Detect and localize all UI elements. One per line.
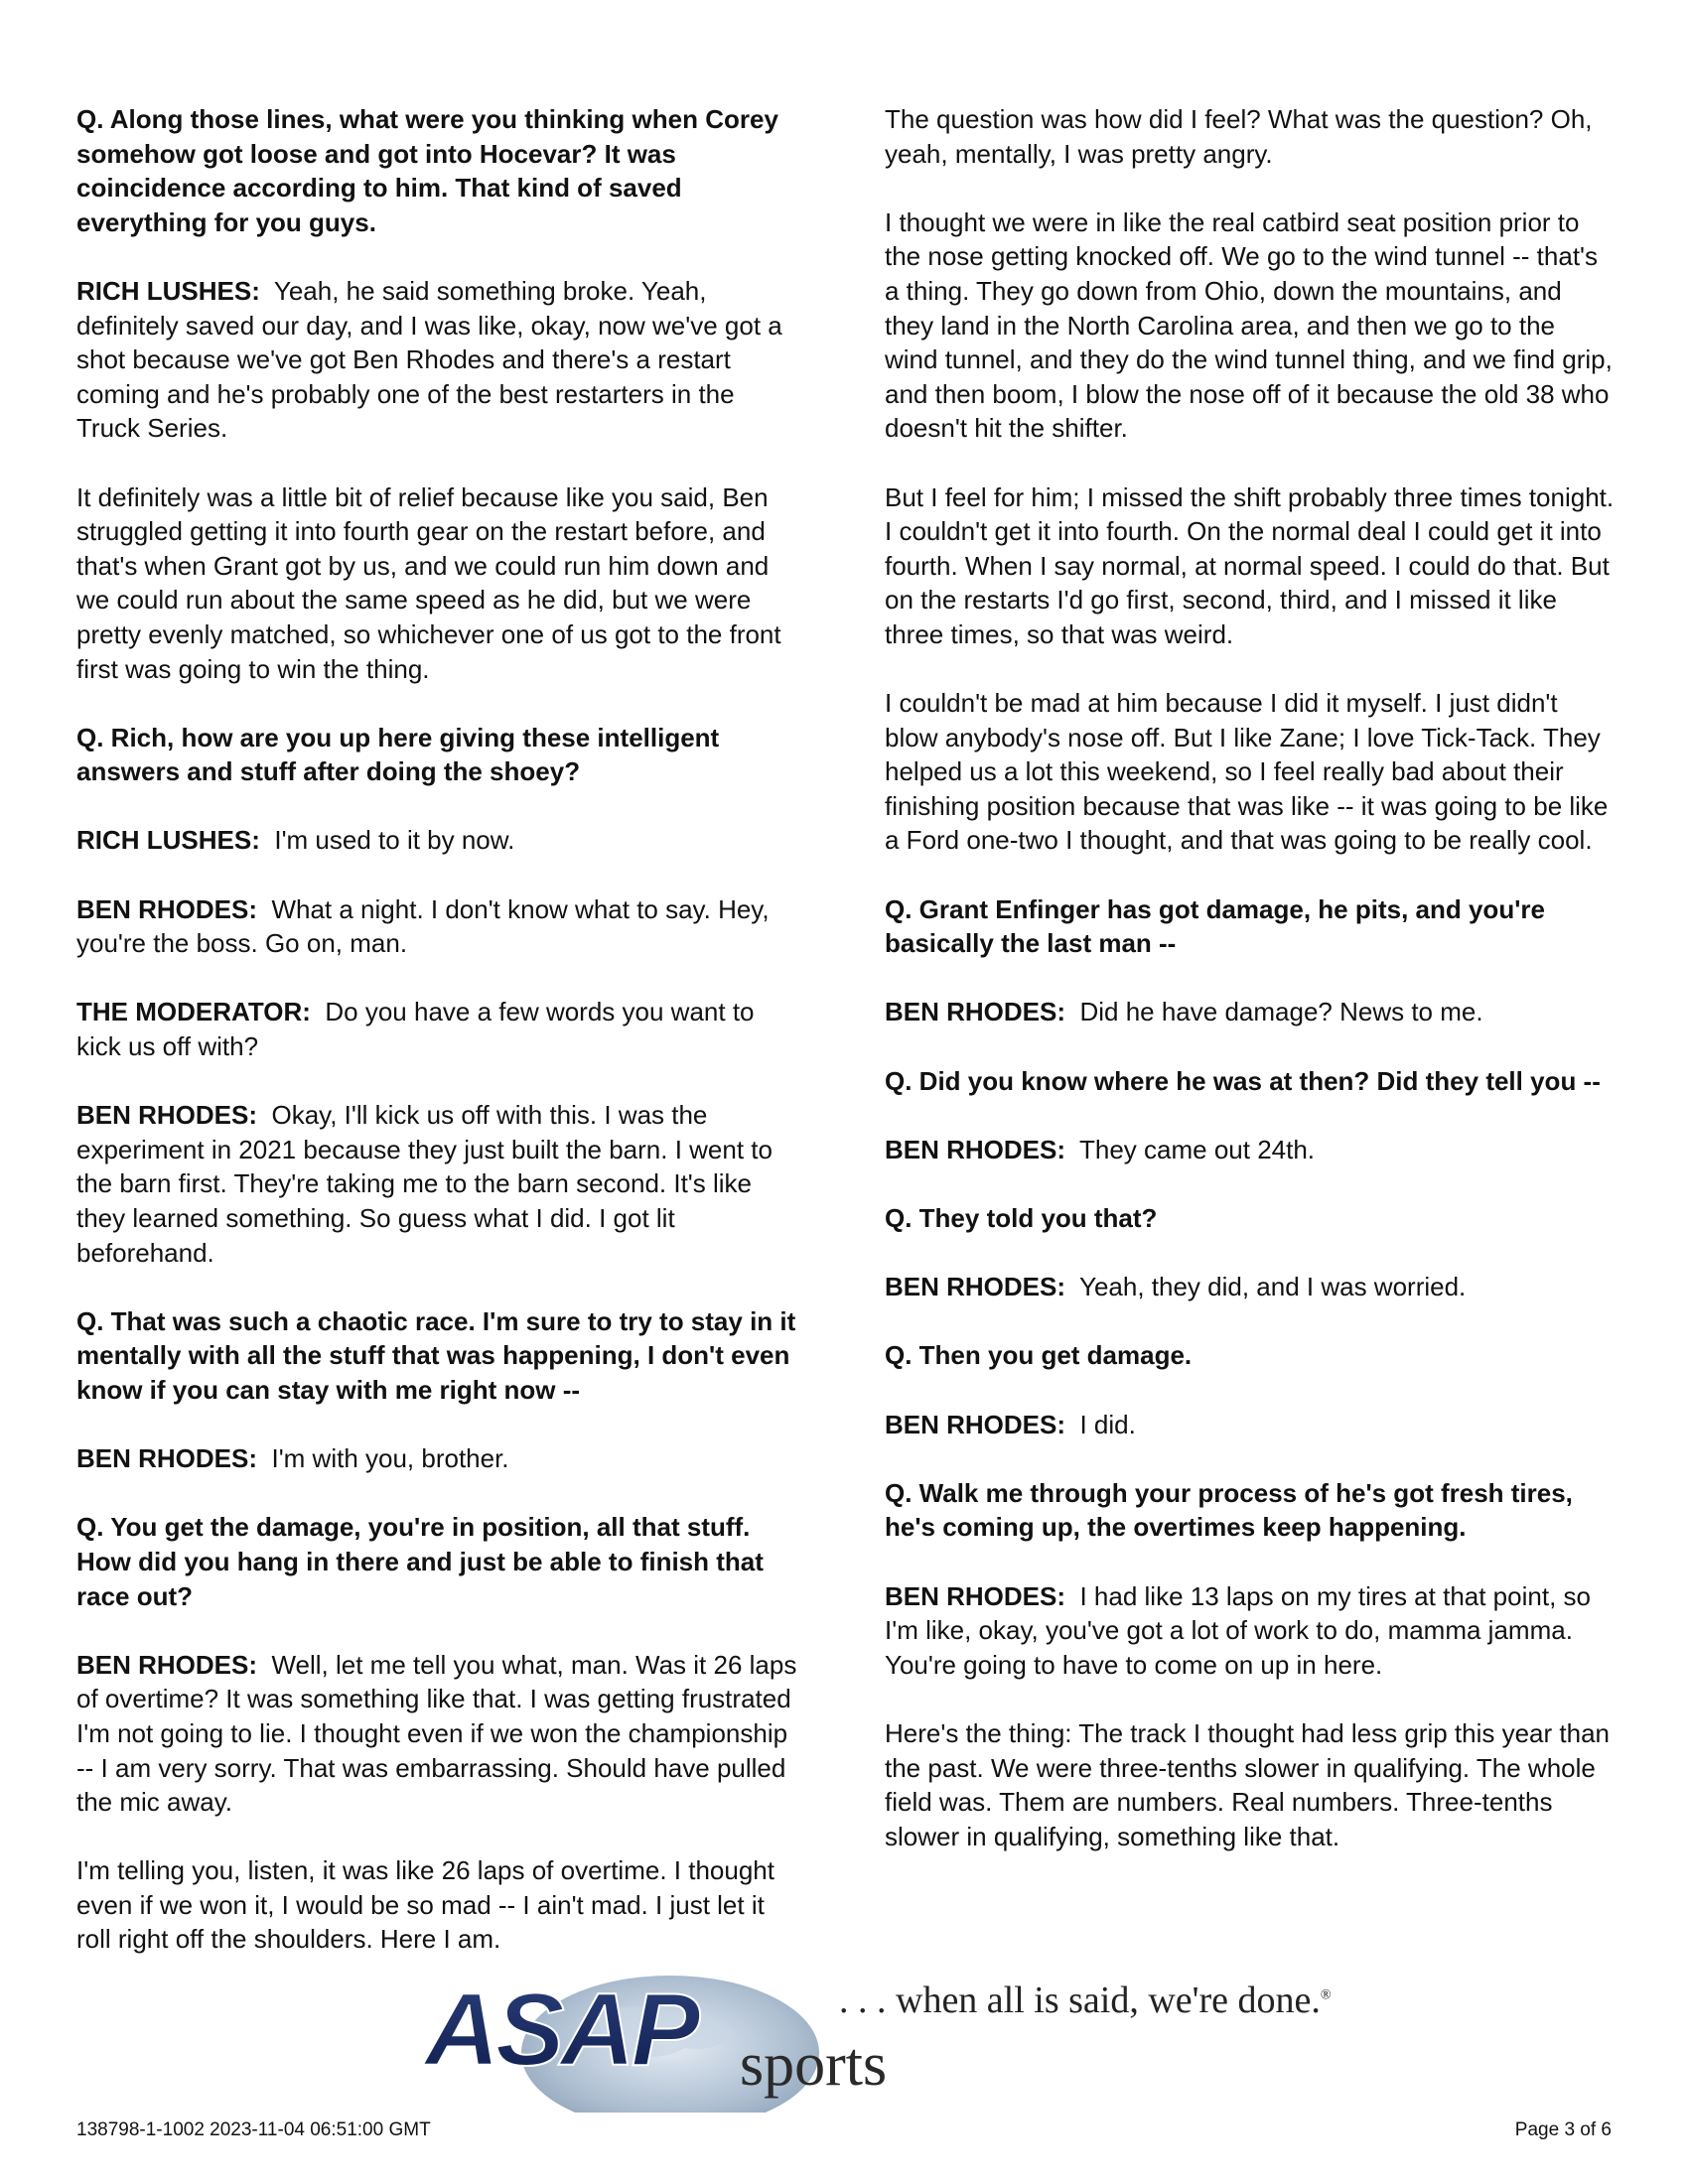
speaker-name: BEN RHODES:: [885, 1580, 1066, 1611]
question-paragraph: Q. They told you that?: [885, 1203, 1158, 1233]
text-paragraph: I'm telling you, listen, it was like 26 laps of overtime. I thought even if we won it, I would be so mad -- I ain't mad. I just let it roll right off the shoulders. Here I am.: [76, 1855, 774, 1955]
answer-paragraph: [885, 1408, 1615, 1442]
answer-text: I'm with you, brother.: [271, 1443, 509, 1474]
answer-text: Yeah, they did, and I was worried.: [1079, 1272, 1467, 1302]
question-paragraph: Q. Then you get damage.: [885, 1340, 1193, 1371]
answer-text: Did he have damage? News to me.: [1079, 997, 1483, 1027]
speaker-name: BEN RHODES:: [885, 997, 1066, 1027]
speaker-name: BEN RHODES:: [76, 893, 258, 924]
registered-mark: ®: [1320, 1987, 1332, 2003]
question-paragraph: Q. Rich, how are you up here giving these intelligent answers and stuff after doing the shoey?: [76, 722, 720, 787]
speaker-name: BEN RHODES:: [76, 1649, 258, 1680]
answer-text: Well, let me tell you what, man. Was it 26 laps of overtime? It was something like that. I was getting frustrated I'm not going to lie. I thought even if we won the championship -- I am very sorry. That was embarrassing. Should have pulled the mic away.: [76, 1649, 797, 1818]
answer-paragraph: [76, 892, 801, 961]
speaker-name: RICH LUSHES:: [76, 275, 260, 306]
speaker-name: RICH LUSHES:: [76, 825, 260, 856]
speaker-name: BEN RHODES:: [885, 1134, 1066, 1164]
answer-text: I had like 13 laps on my tires at that point, so I'm like, okay, you've got a lot of work to do, mamma jamma. You're going to have to come on up in here.: [885, 1580, 1591, 1680]
right-column: [885, 102, 1615, 1888]
question-paragraph: Q. You get the damage, you're in position, all that stuff. How did you hang in there and just be able to finish that race out?: [76, 1512, 764, 1611]
page-number: Page 3 of 6: [1514, 2119, 1612, 2140]
question-paragraph: Q. Did you know where he was at then? Did they tell you --: [885, 1065, 1601, 1096]
answer-paragraph: [76, 1098, 801, 1270]
answer-paragraph: [76, 274, 801, 446]
text-paragraph: It definitely was a little bit of relief because like you said, Ben struggled getting it into fourth gear on the restart before, and that's when Grant got by us, and we could run him down and we could run about the same speed as he did, but we were pretty evenly matched, so whichever one of us got to the front first was going to win the thing.: [76, 481, 781, 684]
text-paragraph: The question was how did I feel? What was the question? Oh, yeah, mentally, I was pretty angry.: [885, 104, 1593, 169]
asap-logo-text: ASAP: [425, 1974, 696, 2088]
answer-text: Yeah, he said something broke. Yeah, definitely saved our day, and I was like, okay, now we've got a shot because we've got Ben Rhodes and there's a restart coming and he's probably one of the best restarters in the Truck Series.: [76, 275, 782, 444]
speaker-name: BEN RHODES:: [76, 1100, 258, 1131]
logo-sports-word: sports: [740, 2031, 888, 2099]
tagline-text: . . . when all is said, we're done.: [839, 1979, 1321, 2021]
answer-paragraph: [885, 995, 1615, 1029]
question-paragraph: Q. Walk me through your process of he's got fresh tires, he's coming up, the overtimes keep happening.: [885, 1477, 1573, 1543]
text-paragraph: But I feel for him; I missed the shift probably three times tonight. I couldn't get it into fourth. On the normal deal I could get it into fourth. When I say normal, at normal speed. I could do that. But on the restarts I'd go first, second, third, and I missed it like three times, so that was weird.: [885, 481, 1615, 649]
answer-text: Okay, I'll kick us off with this. I was the experiment in 2021 because they just built the barn. I went to the barn first. They're taking me to the barn second. It's like they learned something. So guess what I did. I got lit beforehand.: [76, 1100, 773, 1268]
text-paragraph: I thought we were in like the real catbird seat position prior to the nose getting knocked off. We go to the wind tunnel -- that's a thing. They go down from Ohio, down the mountains, and they land in the North Carolina area, and then we go to the wind tunnel, and they do the wind tunnel thing, and we find grip, and then boom, I blow the nose off of it because the old 38 who doesn't hit the shifter.: [885, 206, 1613, 444]
question-paragraph: Q. Grant Enfinger has got damage, he pits, and you're basically the last man --: [885, 893, 1545, 959]
answer-text: They came out 24th.: [1079, 1134, 1316, 1164]
answer-text: I did.: [1079, 1409, 1136, 1439]
answer-text: I'm used to it by now.: [274, 825, 515, 856]
speaker-name: BEN RHODES:: [885, 1409, 1066, 1439]
speaker-name: BEN RHODES:: [76, 1443, 258, 1474]
answer-paragraph: [885, 1133, 1615, 1167]
answer-paragraph: [76, 823, 801, 858]
speaker-name: BEN RHODES:: [885, 1272, 1066, 1302]
document-id: 138798-1-1002 2023-11-04 06:51:00 GMT: [76, 2119, 431, 2140]
question-paragraph: Q. That was such a chaotic race. I'm sure to try to stay in it mentally with all the stuff that was happening, I don't even know if you can stay with me right now --: [76, 1305, 796, 1405]
text-paragraph: I couldn't be mad at him because I did it myself. I just didn't blow anybody's nose off. But I like Zane; I love Tick-Tack. They helped us a lot this weekend, so I feel really bad about their finishing position because that was like -- it was going to be like a Ford one-two I thought, and that was going to be really cool.: [885, 688, 1609, 856]
left-column: [76, 102, 801, 1991]
answer-paragraph: [76, 1648, 801, 1820]
speaker-name: THE MODERATOR:: [76, 997, 311, 1027]
answer-paragraph: [885, 1579, 1615, 1683]
answer-paragraph: [885, 1270, 1615, 1304]
answer-paragraph: [76, 995, 801, 1063]
answer-text: Do you have a few words you want to kick us off with?: [76, 997, 755, 1062]
answer-text: What a night. I don't know what to say. Hey, you're the boss. Go on, man.: [76, 893, 770, 959]
answer-paragraph: [76, 1441, 801, 1476]
tagline: [839, 1979, 1332, 2022]
text-paragraph: Here's the thing: The track I thought had less grip this year than the past. We were three-tenths slower in qualifying. The whole field was. Them are numbers. Real numbers. Three-tenths slower in qualifying, something like that.: [885, 1717, 1611, 1851]
question-paragraph: Q. Along those lines, what were you thinking when Corey somehow got loose and got into Hocevar? It was coincidence according to him. That kind of saved everything for you guys.: [76, 104, 778, 237]
